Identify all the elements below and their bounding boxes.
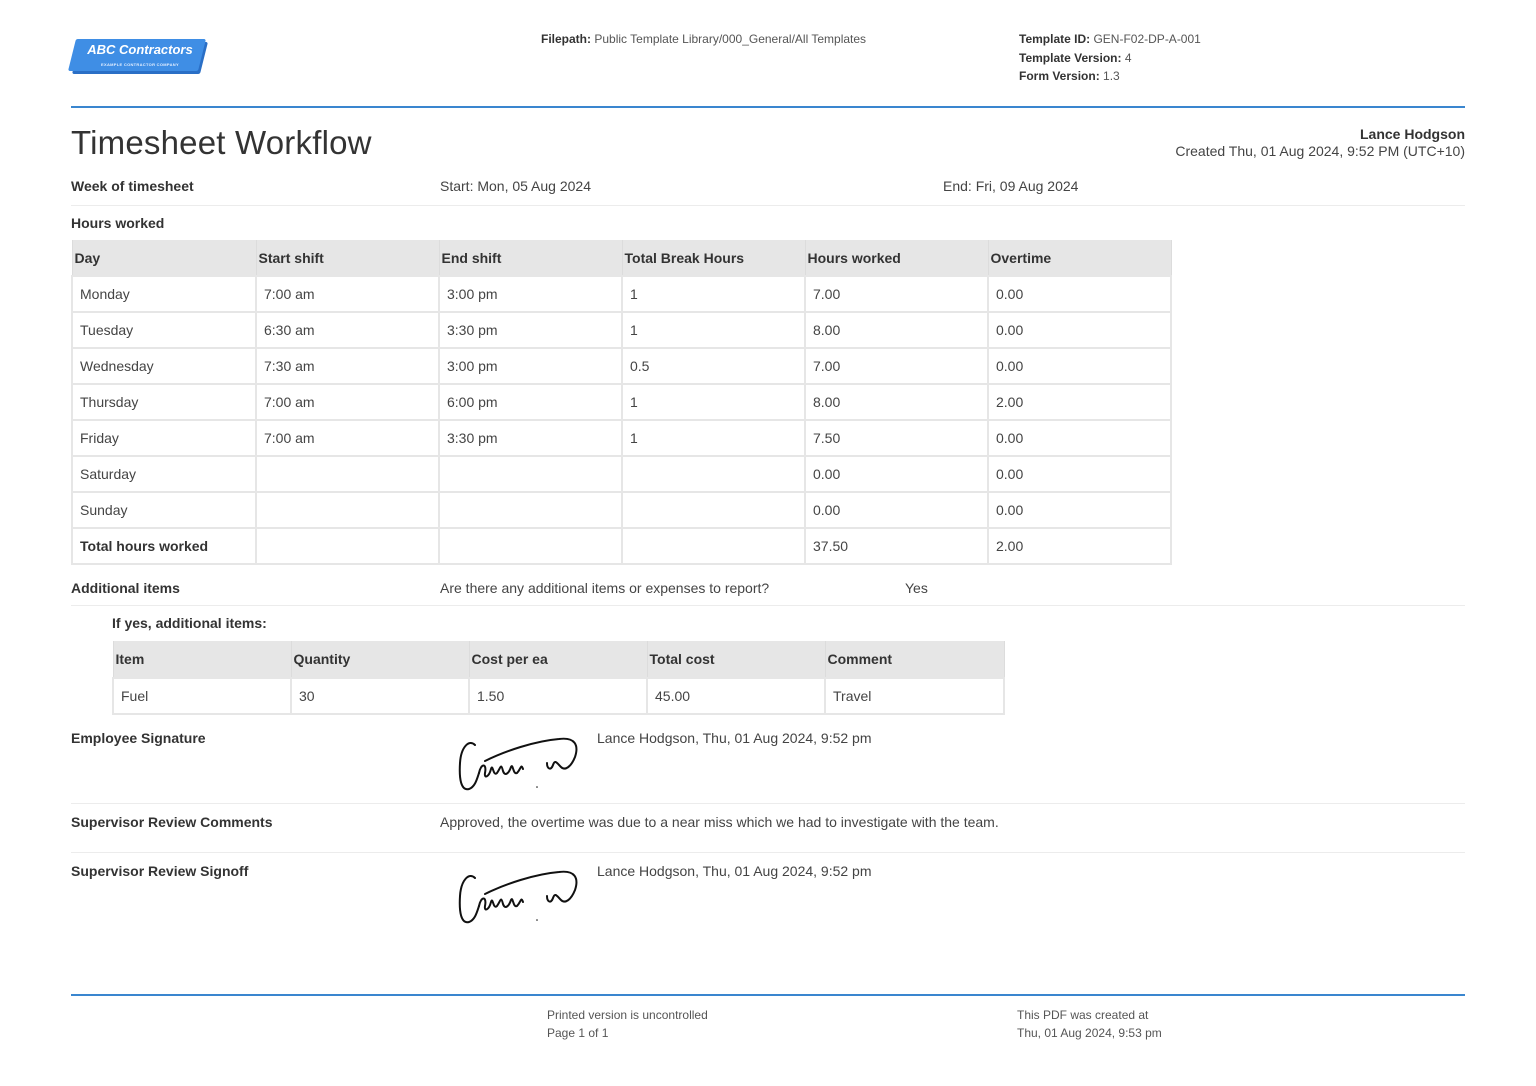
filepath-label: Filepath: bbox=[541, 32, 591, 46]
divider bbox=[71, 852, 1465, 853]
cell-start: 7:00 am bbox=[256, 276, 439, 312]
cell-day: Sunday bbox=[72, 492, 256, 528]
table-row bbox=[72, 348, 1171, 384]
cell-hours: 8.00 bbox=[805, 384, 988, 420]
table-row bbox=[72, 492, 1171, 528]
page-title: Timesheet Workflow bbox=[71, 124, 372, 161]
filepath bbox=[541, 30, 866, 49]
form-version: Form Version: 1.3 bbox=[1019, 69, 1120, 83]
cell-end: 3:00 pm bbox=[439, 276, 622, 312]
cell-day: Wednesday bbox=[72, 348, 256, 384]
filepath-value: Public Template Library/000_General/All Templates bbox=[594, 32, 867, 46]
week-end: End: Fri, 09 Aug 2024 bbox=[943, 178, 1079, 194]
cell-day: Thursday bbox=[72, 384, 256, 420]
cell-overtime: 0.00 bbox=[988, 348, 1171, 384]
table-row bbox=[72, 276, 1171, 312]
supervisor-signoff-label: Supervisor Review Signoff bbox=[71, 863, 249, 879]
supervisor-signature-image bbox=[455, 866, 581, 928]
footer-right bbox=[1017, 1006, 1162, 1042]
cell-start bbox=[256, 492, 439, 528]
divider bbox=[71, 205, 1465, 206]
hours-table bbox=[71, 240, 1172, 565]
employee-signature-label: Employee Signature bbox=[71, 730, 206, 746]
col-item: Item bbox=[113, 641, 291, 678]
cell-item: Fuel bbox=[113, 678, 291, 714]
table-header-row bbox=[72, 240, 1171, 276]
additional-items-sublabel: If yes, additional items: bbox=[112, 615, 267, 631]
col-overtime: Overtime bbox=[988, 240, 1171, 276]
pdf-created-label: This PDF was created at bbox=[1017, 1008, 1149, 1022]
cell-hours: 7.00 bbox=[805, 276, 988, 312]
cell-start: 6:30 am bbox=[256, 312, 439, 348]
cell-start: 7:00 am bbox=[256, 420, 439, 456]
cell-hours: 7.00 bbox=[805, 348, 988, 384]
cell-break: 1 bbox=[622, 420, 805, 456]
col-start-shift: Start shift bbox=[256, 240, 439, 276]
cell-total-overtime: 2.00 bbox=[988, 528, 1171, 564]
supervisor-comments-value: Approved, the overtime was due to a near miss which we had to investigate with the team. bbox=[440, 814, 999, 830]
cell-overtime: 0.00 bbox=[988, 420, 1171, 456]
cell-start: 7:30 am bbox=[256, 348, 439, 384]
cell-quantity: 30 bbox=[291, 678, 469, 714]
cell-day: Tuesday bbox=[72, 312, 256, 348]
cell-overtime: 2.00 bbox=[988, 384, 1171, 420]
cell-end: 3:30 pm bbox=[439, 420, 622, 456]
table-total-row bbox=[72, 528, 1171, 564]
cell-break bbox=[622, 492, 805, 528]
cell-day: Friday bbox=[72, 420, 256, 456]
supervisor-signed-by: Lance Hodgson, Thu, 01 Aug 2024, 9:52 pm bbox=[597, 863, 872, 879]
divider bbox=[71, 803, 1465, 804]
author-block bbox=[1175, 126, 1465, 160]
table-row bbox=[72, 420, 1171, 456]
uncontrolled-notice: Printed version is uncontrolled bbox=[547, 1008, 708, 1022]
template-meta bbox=[1019, 30, 1201, 86]
pdf-created-value: Thu, 01 Aug 2024, 9:53 pm bbox=[1017, 1026, 1162, 1040]
cell-overtime: 0.00 bbox=[988, 276, 1171, 312]
cell-overtime: 0.00 bbox=[988, 312, 1171, 348]
cell-end bbox=[439, 456, 622, 492]
hours-worked-label: Hours worked bbox=[71, 215, 165, 231]
cell-hours: 8.00 bbox=[805, 312, 988, 348]
employee-signature-image bbox=[455, 733, 581, 795]
header-divider bbox=[71, 106, 1465, 108]
supervisor-comments-label: Supervisor Review Comments bbox=[71, 814, 273, 830]
additional-items-label: Additional items bbox=[71, 580, 180, 596]
cell-break: 1 bbox=[622, 312, 805, 348]
col-day: Day bbox=[72, 240, 256, 276]
week-start: Start: Mon, 05 Aug 2024 bbox=[440, 178, 591, 194]
cell-hours: 0.00 bbox=[805, 492, 988, 528]
cell-start bbox=[256, 528, 439, 564]
cell-end: 3:30 pm bbox=[439, 312, 622, 348]
items-table bbox=[112, 641, 1005, 715]
table-row bbox=[113, 678, 1004, 714]
table-row bbox=[72, 456, 1171, 492]
cell-break: 1 bbox=[622, 276, 805, 312]
employee-signed-by: Lance Hodgson, Thu, 01 Aug 2024, 9:52 pm bbox=[597, 730, 872, 746]
cell-end bbox=[439, 528, 622, 564]
template-version: Template Version: 4 bbox=[1019, 50, 1132, 65]
cell-hours: 7.50 bbox=[805, 420, 988, 456]
footer-left bbox=[547, 1006, 708, 1042]
cell-total-hours: 37.50 bbox=[805, 528, 988, 564]
page-number: Page 1 of 1 bbox=[547, 1026, 609, 1040]
cell-day: Monday bbox=[72, 276, 256, 312]
cell-total-label: Total hours worked bbox=[72, 528, 256, 564]
additional-items-answer: Yes bbox=[905, 580, 928, 596]
cell-break: 1 bbox=[622, 384, 805, 420]
company-name: ABC Contractors bbox=[87, 42, 193, 57]
cell-end: 6:00 pm bbox=[439, 384, 622, 420]
divider bbox=[71, 605, 1465, 606]
cell-day: Saturday bbox=[72, 456, 256, 492]
company-logo bbox=[72, 38, 206, 76]
cell-break bbox=[622, 528, 805, 564]
cell-start: 7:00 am bbox=[256, 384, 439, 420]
cell-overtime: 0.00 bbox=[988, 456, 1171, 492]
col-end-shift: End shift bbox=[439, 240, 622, 276]
col-comment: Comment bbox=[825, 641, 1004, 678]
col-cost-per-ea: Cost per ea bbox=[469, 641, 647, 678]
col-quantity: Quantity bbox=[291, 641, 469, 678]
cell-end bbox=[439, 492, 622, 528]
cell-comment: Travel bbox=[825, 678, 1004, 714]
table-header-row bbox=[113, 641, 1004, 678]
cell-break bbox=[622, 456, 805, 492]
created-timestamp: Created Thu, 01 Aug 2024, 9:52 PM (UTC+10) bbox=[1175, 143, 1465, 159]
additional-items-question: Are there any additional items or expenses to report? bbox=[440, 580, 770, 596]
col-total-cost: Total cost bbox=[647, 641, 825, 678]
cell-cost-per-ea: 1.50 bbox=[469, 678, 647, 714]
col-hours-worked: Hours worked bbox=[805, 240, 988, 276]
footer-divider bbox=[71, 994, 1465, 996]
cell-overtime: 0.00 bbox=[988, 492, 1171, 528]
cell-hours: 0.00 bbox=[805, 456, 988, 492]
cell-break: 0.5 bbox=[622, 348, 805, 384]
week-label: Week of timesheet bbox=[71, 178, 194, 194]
cell-start bbox=[256, 456, 439, 492]
template-id: Template ID: GEN-F02-DP-A-001 bbox=[1019, 32, 1201, 46]
table-row bbox=[72, 384, 1171, 420]
col-break-hours: Total Break Hours bbox=[622, 240, 805, 276]
cell-total-cost: 45.00 bbox=[647, 678, 825, 714]
table-row bbox=[72, 312, 1171, 348]
company-tagline: EXAMPLE CONTRACTOR COMPANY bbox=[101, 62, 179, 67]
cell-end: 3:00 pm bbox=[439, 348, 622, 384]
author-name: Lance Hodgson bbox=[1359, 126, 1465, 142]
